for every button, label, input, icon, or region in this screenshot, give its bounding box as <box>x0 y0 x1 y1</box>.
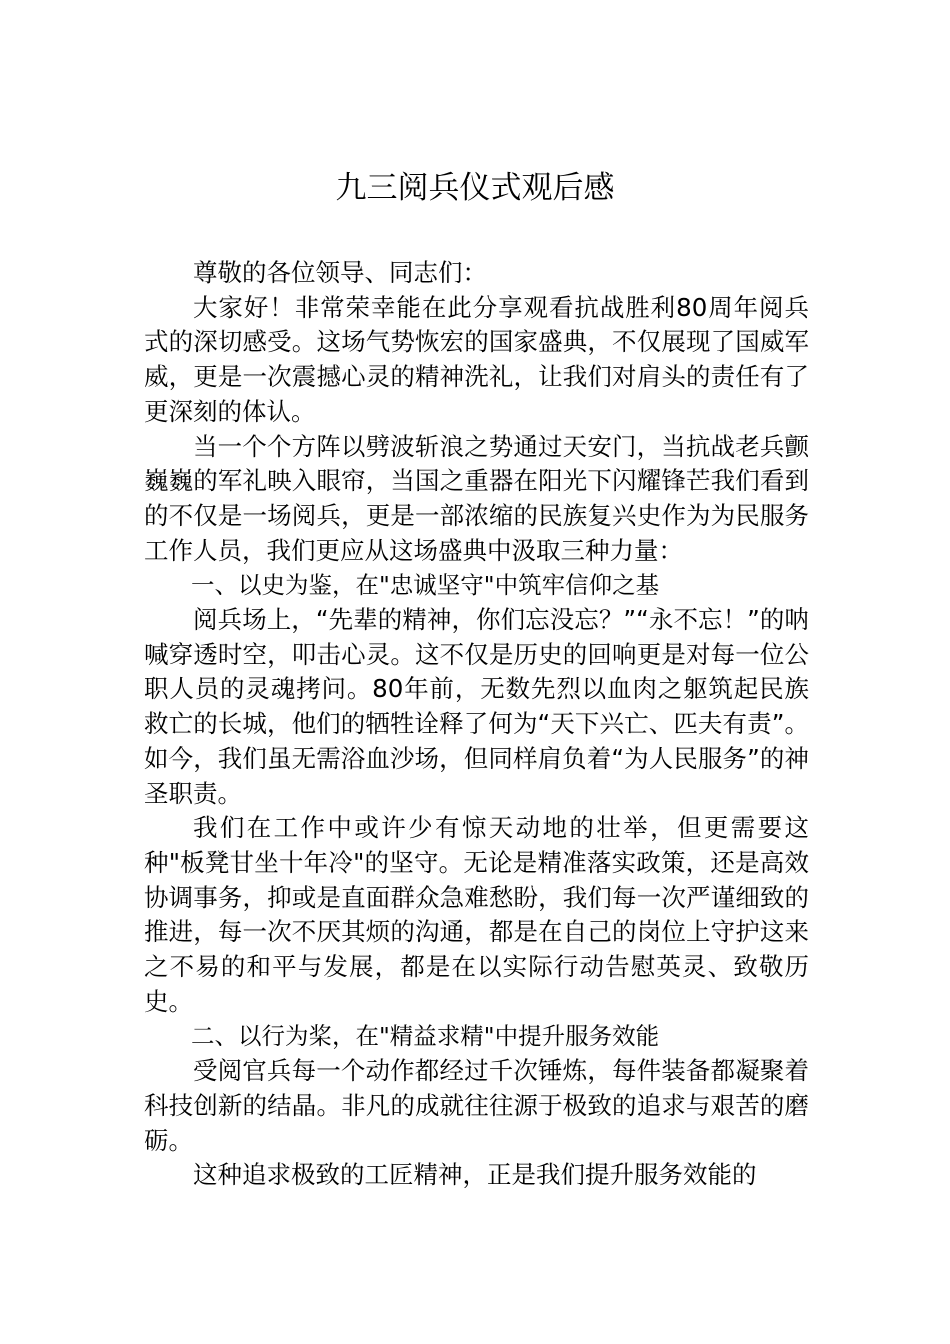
salutation-paragraph: 尊敬的各位领导、同志们： <box>193 258 487 287</box>
document-title: 九三阅兵仪式观后感 <box>335 170 615 206</box>
body-paragraph: 大家好！非常荣幸能在此分享观看抗战胜利80周年阅兵式的深切感受。这场气势恢宏的国家盛典，不仅展现了国威军威，更是一次震撼心灵的精神洗礼，让我们对肩头的责任有了更深刻的体认。 <box>144 292 809 426</box>
section-heading: 二、以行为桨，在"精益求精"中提升服务效能 <box>191 1022 660 1051</box>
body-paragraph: 当一个个方阵以劈波斩浪之势通过天安门，当抗战老兵颤巍巍的军礼映入眼帘，当国之重器在阳光下闪耀锋芒我们看到的不仅是一场阅兵，更是一部浓缩的民族复兴史作为为民服务工作人员，我们更应从这场盛典中汲取三种力量： <box>144 431 809 565</box>
body-paragraph: 受阅官兵每一个动作都经过千次锤炼，每件装备都凝聚着科技创新的结晶。非凡的成就往往源于极致的追求与艰苦的磨砺。 <box>144 1056 809 1155</box>
section-heading: 一、以史为鉴，在"忠诚坚守"中筑牢信仰之基 <box>191 571 660 600</box>
body-paragraph: 我们在工作中或许少有惊天动地的壮举，但更需要这种"板凳甘坐十年冷"的坚守。无论是精准落实政策，还是高效协调事务，抑或是直面群众急难愁盼，我们每一次严谨细致的推进，每一次不厌其烦的沟通，都是在自己的岗位上守护这来之不易的和平与发展，都是在以实际行动告慰英灵、致敬历史。 <box>144 813 809 1016</box>
body-paragraph: 这种追求极致的工匠精神，正是我们提升服务效能的 <box>193 1160 757 1190</box>
body-paragraph: 阅兵场上，“先辈的精神，你们忘没忘？”“永不忘！”的呐喊穿透时空，叩击心灵。这不仅是历史的回响更是对每一位公职人员的灵魂拷问。80年前，无数先烈以血肉之躯筑起民族救亡的长城，他们的牺牲诠释了何为“天下兴亡、匹夫有责”。如今，我们虽无需浴血沙场，但同样肩负着“为人民服务”的神圣职责。 <box>144 605 809 808</box>
document-body <box>144 256 809 1193</box>
